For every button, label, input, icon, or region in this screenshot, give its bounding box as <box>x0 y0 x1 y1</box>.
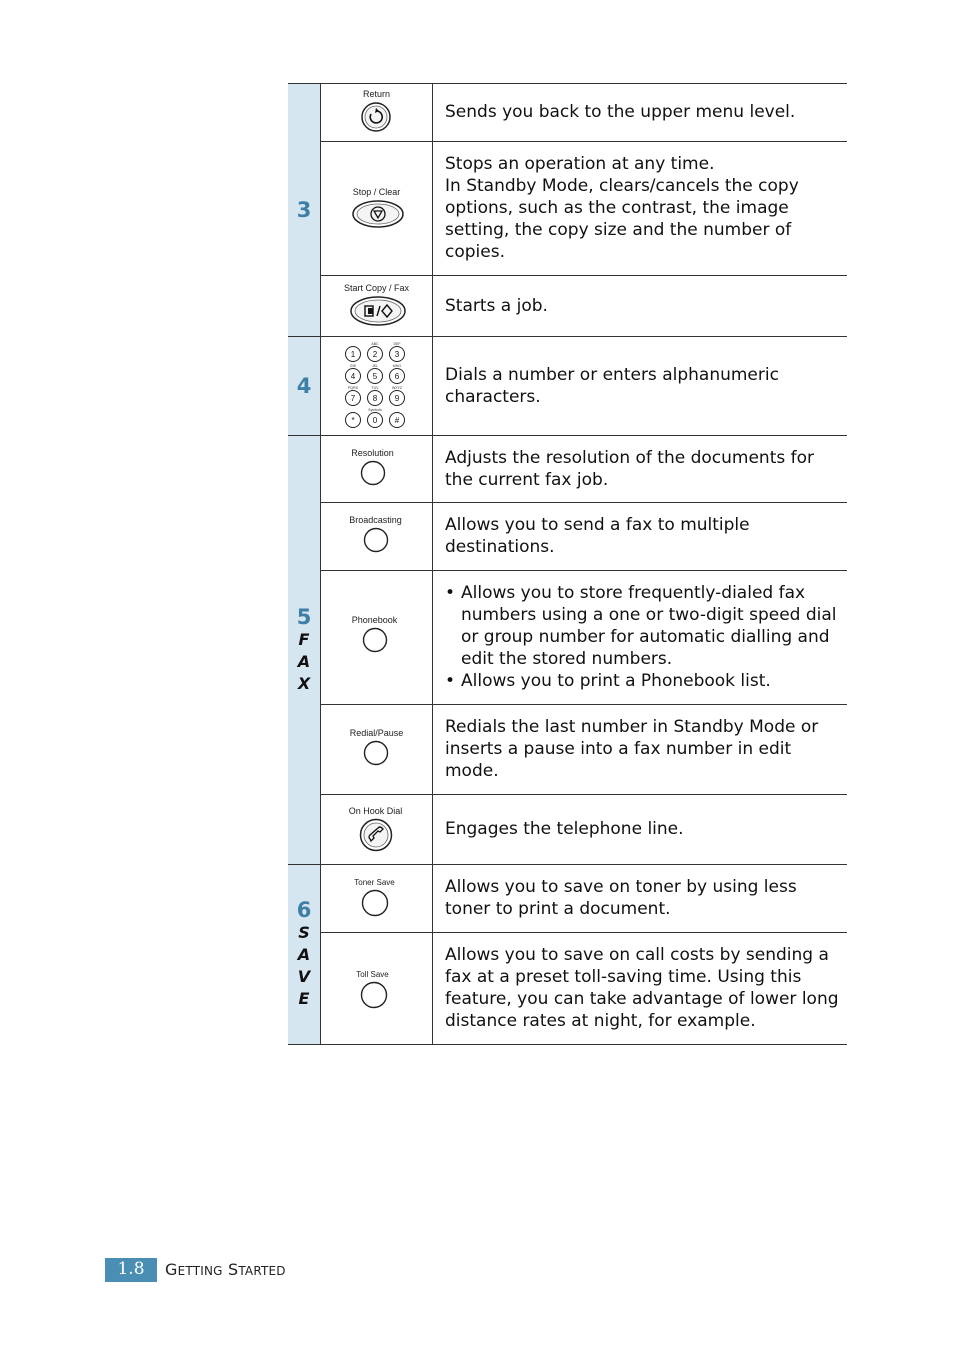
table-row <box>288 932 847 1044</box>
chapter-title <box>165 1260 286 1279</box>
description-line: copies. <box>445 242 505 262</box>
keypad-key-letters: MNO <box>392 364 402 368</box>
section-number: 3 <box>296 197 312 222</box>
keypad-key-label: 4 <box>350 372 356 381</box>
description-line: distance rates at night, for example. <box>445 1011 756 1031</box>
keypad-icon <box>343 341 413 431</box>
bullet-item: • Allows you to print a Phonebook list. <box>445 671 771 691</box>
round-button-icon <box>361 889 389 917</box>
button-cell <box>321 864 433 932</box>
title-part: TARTED <box>238 1264 286 1278</box>
keypad-key-letters: DEF <box>393 342 401 346</box>
description <box>445 704 837 794</box>
table-row <box>288 336 847 435</box>
description-line: setting, the copy size and the number of <box>445 220 792 240</box>
button-label: On Hook Dial <box>348 806 403 816</box>
description-line: toner to print a document. <box>445 899 671 919</box>
round-button-icon <box>360 981 388 1009</box>
title-part: G <box>165 1260 178 1279</box>
phone-icon <box>359 818 393 852</box>
description <box>445 336 837 435</box>
description <box>445 275 837 336</box>
section-letter: A <box>297 651 311 671</box>
button-label: Stop / Clear <box>352 187 401 197</box>
rule <box>321 502 847 503</box>
button-label: Redial/Pause <box>349 728 404 738</box>
section-letter: V <box>297 967 311 986</box>
description-line: Allows you to save on call costs by sending a <box>445 945 829 965</box>
round-button-icon <box>362 627 388 653</box>
button-cell <box>321 336 433 435</box>
button-cell <box>321 704 433 794</box>
description <box>445 794 837 864</box>
button-cell <box>321 141 433 275</box>
rule <box>321 704 847 705</box>
description <box>445 932 837 1044</box>
page-number: 1.8 <box>105 1258 157 1282</box>
button-label: Toner Save <box>354 878 395 887</box>
table-row <box>288 435 847 502</box>
start-icon <box>349 295 407 327</box>
description-line: options, such as the contrast, the image <box>445 198 789 218</box>
description-line: edit the stored numbers. <box>461 649 673 669</box>
section-letter: F <box>298 629 310 649</box>
description-line: feature, you can take advantage of lower long <box>445 989 839 1009</box>
keypad-key-label: 1 <box>350 350 356 359</box>
table-row <box>288 141 847 275</box>
keypad-key-label: 0 <box>372 416 378 425</box>
round-button-icon <box>363 527 389 553</box>
description <box>445 502 837 570</box>
section-letter: A <box>297 945 311 964</box>
rule <box>321 932 847 933</box>
description <box>445 83 837 141</box>
keypad-key-label: 5 <box>372 372 378 381</box>
description-line: Adjusts the resolution of the documents for <box>445 447 815 468</box>
keypad-key-letters: ABC <box>371 342 379 346</box>
table-row <box>288 704 847 794</box>
section-letter: S <box>298 923 310 942</box>
button-label: Start Copy / Fax <box>343 283 410 293</box>
button-cell <box>321 932 433 1044</box>
button-cell <box>321 502 433 570</box>
description-line: Stops an operation at any time. <box>445 154 715 174</box>
keypad-key-label: 9 <box>394 394 400 403</box>
description-line: Sends you back to the upper menu level. <box>445 102 796 122</box>
keypad-key-label: # <box>394 416 400 425</box>
keypad-key-label: 2 <box>372 350 378 359</box>
rule <box>288 83 847 84</box>
title-part: S <box>227 1260 239 1279</box>
table-row <box>288 794 847 864</box>
button-cell <box>321 794 433 864</box>
rule <box>288 864 847 865</box>
table-row <box>288 83 847 141</box>
keypad-key-letters: Symbols <box>368 408 382 412</box>
rule <box>288 435 847 436</box>
keypad-key-letters: JKL <box>371 364 379 368</box>
keypad-key-label: 3 <box>394 350 400 359</box>
button-cell <box>321 435 433 502</box>
section-number: 6 <box>296 898 312 922</box>
description-line: destinations. <box>445 537 555 557</box>
description <box>445 435 837 502</box>
description-line: In Standby Mode, clears/cancels the copy <box>445 176 799 196</box>
description-line: Redials the last number in Standby Mode or <box>445 717 819 737</box>
rule <box>321 794 847 795</box>
stop-icon <box>351 199 405 229</box>
button-label: Phonebook <box>351 615 398 625</box>
keypad-key-label: 8 <box>372 394 378 403</box>
round-button-icon <box>360 460 386 486</box>
table-row <box>288 502 847 570</box>
description-line: Allows you to save on toner by using less <box>445 877 797 897</box>
description-line: or group number for automatic dialling and <box>461 627 830 647</box>
button-cell <box>321 83 433 141</box>
table-row <box>288 570 847 704</box>
section-number: 4 <box>296 373 312 398</box>
description-line: Engages the telephone line. <box>445 819 684 839</box>
keypad-key-letters: PQRS <box>348 386 358 390</box>
button-label: Return <box>362 89 390 99</box>
description-line: numbers using a one or two-digit speed dial <box>461 605 837 625</box>
keypad-key-letters: TUV <box>371 386 379 390</box>
rule <box>288 336 847 337</box>
return-arrow-icon <box>360 101 392 133</box>
keypad-key-letters: WXYZ <box>391 386 403 390</box>
description-line: Allows you to print a Phonebook list. <box>461 671 771 691</box>
section-number: 5 <box>296 604 312 629</box>
button-label: Broadcasting <box>349 515 402 525</box>
keypad-key-label: 7 <box>350 394 356 403</box>
rule <box>321 570 847 571</box>
rule <box>321 141 847 142</box>
description-line: Dials a number or enters alphanumeric <box>445 364 779 385</box>
bullet-item: • Allows you to store frequently-dialed fax numbers using a one or two-digit speed dial or group number for automatic dialling and edit the stored numbers. <box>445 583 837 669</box>
button-cell <box>321 275 433 336</box>
description-line: the current fax job. <box>445 469 609 490</box>
table-row <box>288 864 847 932</box>
keypad-key-letters: GHI <box>349 364 357 368</box>
button-label: Toll Save <box>356 970 389 979</box>
description <box>445 570 837 704</box>
section-letter: E <box>298 989 310 1008</box>
description-line: Allows you to store frequently-dialed fax <box>461 583 806 603</box>
description <box>445 141 837 275</box>
description-line: fax at a preset toll-saving time. Using this <box>445 967 802 987</box>
description <box>445 864 837 932</box>
description-line: mode. <box>445 761 499 781</box>
description-line: inserts a pause into a fax number in edit <box>445 739 792 759</box>
button-label: Resolution <box>351 448 394 458</box>
title-part: ETTING <box>177 1264 223 1278</box>
rule <box>288 1044 847 1045</box>
button-cell <box>321 570 433 704</box>
table-row <box>288 275 847 336</box>
keypad-key-label: * <box>351 416 355 425</box>
description-line: Starts a job. <box>445 295 548 316</box>
rule <box>321 275 847 276</box>
round-button-icon <box>363 740 389 766</box>
keypad-key-label: 6 <box>394 372 400 381</box>
description-line: characters. <box>445 386 541 407</box>
section-letter: X <box>297 673 311 693</box>
description-line: Allows you to send a fax to multiple <box>445 515 750 535</box>
